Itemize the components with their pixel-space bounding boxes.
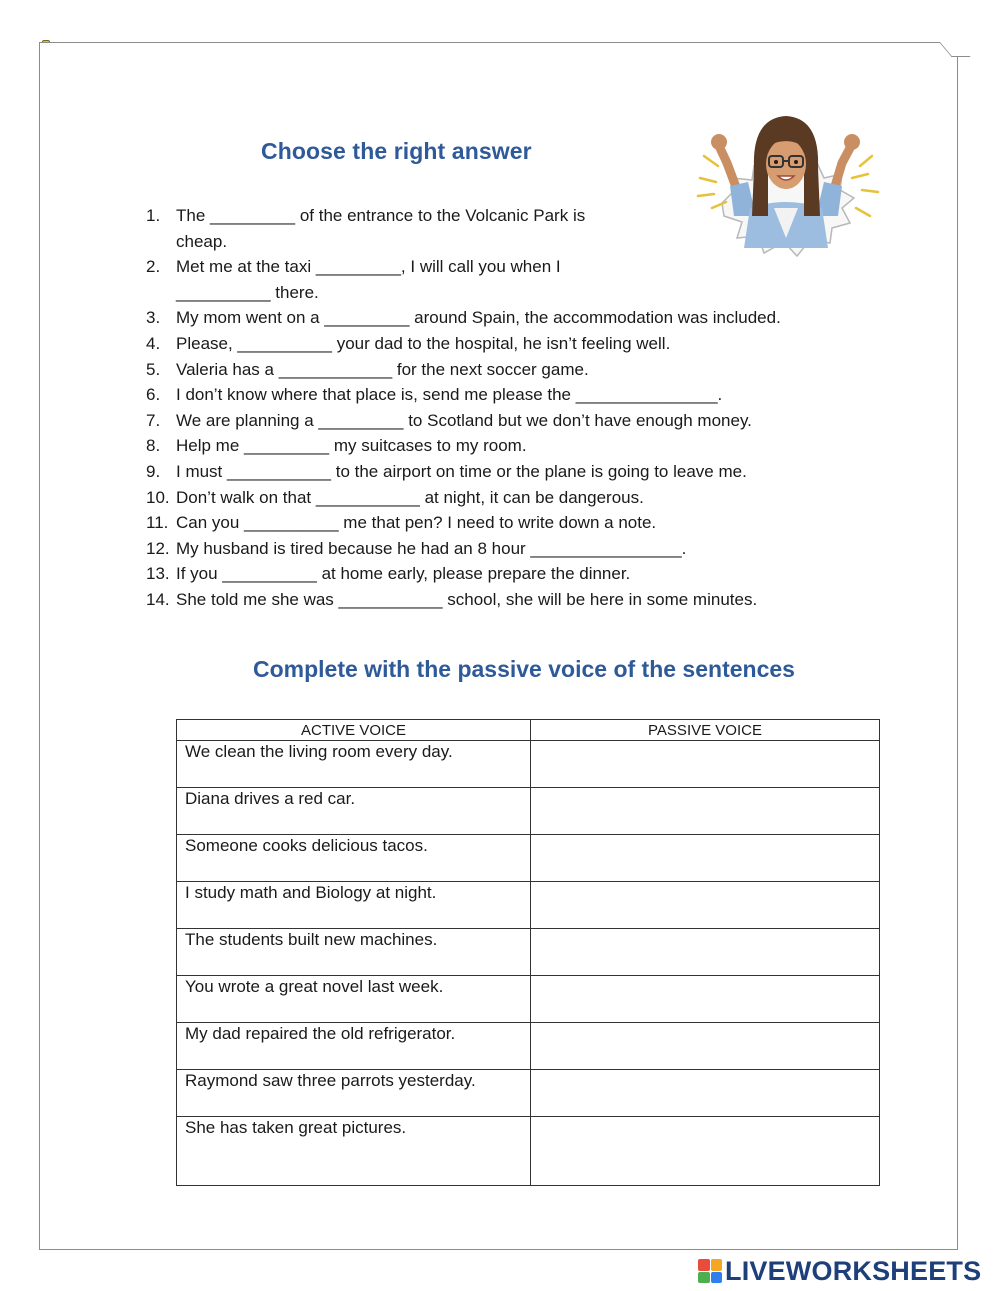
- table-row: [177, 1070, 880, 1117]
- list-item: [146, 331, 866, 357]
- question-text: If you __________ at home early, please prepare the dinner.: [176, 564, 631, 584]
- active-sentence-cell: Raymond saw three parrots yesterday.: [177, 1070, 531, 1117]
- question-number: 4.: [146, 333, 161, 353]
- active-sentence-cell: You wrote a great novel last week.: [177, 976, 531, 1023]
- logo-square: [698, 1259, 710, 1271]
- list-item: [146, 510, 866, 536]
- active-sentence-cell: Diana drives a red car.: [177, 788, 531, 835]
- passive-answer-cell[interactable]: [531, 788, 880, 835]
- column-header-passive: PASSIVE VOICE: [531, 720, 880, 741]
- question-text: We are planning a _________ to Scotland but we don’t have enough money.: [176, 410, 752, 430]
- question-text: Can you __________ me that pen? I need to write down a note.: [176, 513, 657, 533]
- passive-answer-cell[interactable]: [531, 1070, 880, 1117]
- question-text: She told me she was ___________ school, she will be here in some minutes.: [176, 589, 758, 609]
- table-row: [177, 788, 880, 835]
- active-sentence-cell: My dad repaired the old refrigerator.: [177, 1023, 531, 1070]
- question-text: Don’t walk on that ___________ at night, it can be dangerous.: [176, 487, 644, 507]
- passive-answer-cell[interactable]: [531, 741, 880, 788]
- column-header-active: ACTIVE VOICE: [177, 720, 531, 741]
- question-text: Help me _________ my suitcases to my room.: [176, 436, 527, 456]
- logo-square: [698, 1272, 710, 1284]
- passive-answer-cell[interactable]: [531, 976, 880, 1023]
- question-number: 3.: [146, 308, 161, 328]
- page-fold-corner: [939, 42, 971, 57]
- list-item: [146, 433, 866, 459]
- passive-answer-cell[interactable]: [531, 1117, 880, 1186]
- question-text: Valeria has a ____________ for the next soccer game.: [176, 359, 589, 379]
- question-number: 13.: [146, 564, 170, 584]
- list-item: [146, 408, 866, 434]
- table-row: [177, 882, 880, 929]
- list-item: [146, 485, 866, 511]
- question-number: 8.: [146, 436, 161, 456]
- table-header-row: [177, 720, 880, 741]
- list-item: [146, 459, 866, 485]
- logo-square: [711, 1259, 723, 1271]
- list-item: [146, 357, 866, 383]
- question-number: 6.: [146, 385, 161, 405]
- question-number: 2.: [146, 257, 161, 277]
- passive-answer-cell[interactable]: [531, 835, 880, 882]
- passive-answer-cell[interactable]: [531, 882, 880, 929]
- question-number: 7.: [146, 410, 161, 430]
- passive-voice-table: [176, 719, 880, 1186]
- liveworksheets-logo-icon: [698, 1259, 722, 1283]
- active-sentence-cell: We clean the living room every day.: [177, 741, 531, 788]
- question-number: 11.: [146, 513, 169, 533]
- table-row: [177, 976, 880, 1023]
- logo-square: [711, 1272, 723, 1284]
- question-text: My mom went on a _________ around Spain, the accommodation was included.: [176, 308, 781, 328]
- questions-list: [146, 203, 866, 613]
- active-sentence-cell: Someone cooks delicious tacos.: [177, 835, 531, 882]
- table-row: [177, 929, 880, 976]
- table-row: [177, 1117, 880, 1186]
- table-row: [177, 1023, 880, 1070]
- question-number: 14.: [146, 589, 170, 609]
- liveworksheets-logo: [698, 1256, 981, 1286]
- question-number: 9.: [146, 461, 161, 481]
- list-item: [146, 382, 866, 408]
- question-text: The _________ of the entrance to the Volcanic Park is cheap.: [176, 206, 586, 251]
- list-item: [146, 305, 866, 331]
- section2-title: Complete with the passive voice of the sentences: [253, 656, 795, 682]
- question-text: Please, __________ your dad to the hospital, he isn’t feeling well.: [176, 333, 671, 353]
- passive-answer-cell[interactable]: [531, 1023, 880, 1070]
- list-item: [146, 254, 866, 305]
- active-sentence-cell: The students built new machines.: [177, 929, 531, 976]
- list-item: [146, 587, 866, 613]
- question-number: 10.: [146, 487, 170, 507]
- question-text: Met me at the taxi _________, I will call you when I __________ there.: [176, 257, 561, 302]
- question-text: My husband is tired because he had an 8 hour ________________.: [176, 538, 687, 558]
- table-row: [177, 741, 880, 788]
- section1-title: Choose the right answer: [261, 138, 532, 164]
- list-item: [146, 561, 866, 587]
- question-number: 1.: [146, 206, 161, 225]
- passive-answer-cell[interactable]: [531, 929, 880, 976]
- list-item: [146, 536, 866, 562]
- list-item: [146, 203, 866, 254]
- logo-text: LIVEWORKSHEETS: [725, 1255, 982, 1286]
- active-sentence-cell: I study math and Biology at night.: [177, 882, 531, 929]
- question-number: 12.: [146, 538, 170, 558]
- question-text: I must ___________ to the airport on time or the plane is going to leave me.: [176, 461, 747, 481]
- table-row: [177, 835, 880, 882]
- active-sentence-cell: She has taken great pictures.: [177, 1117, 531, 1186]
- question-text: I don’t know where that place is, send me please the _______________.: [176, 385, 723, 405]
- question-number: 5.: [146, 359, 161, 379]
